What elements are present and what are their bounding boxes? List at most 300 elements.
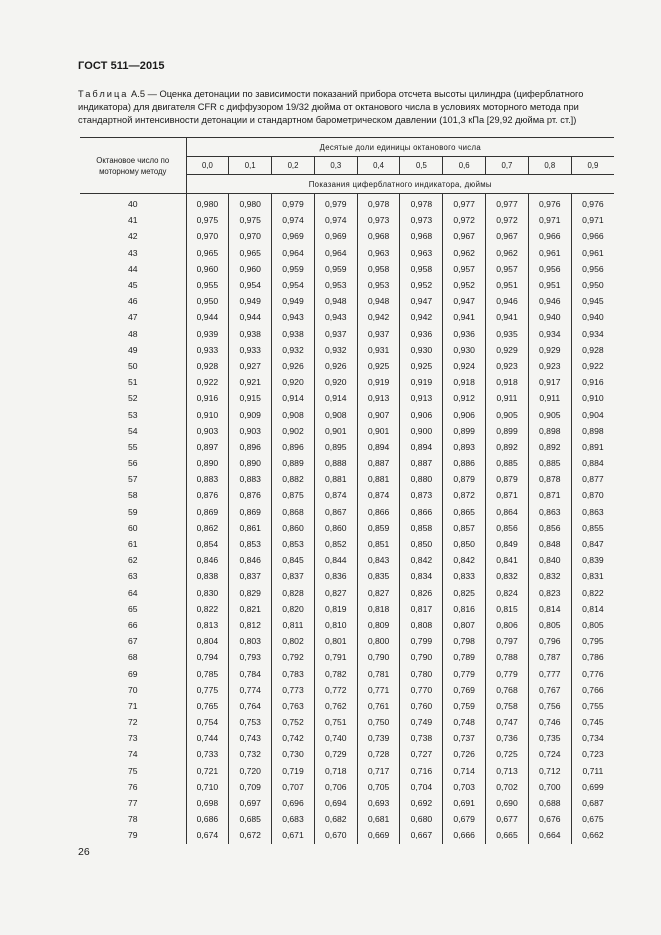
reading-cell: 0,935 — [486, 326, 529, 342]
reading-cell: 0,976 — [571, 194, 614, 213]
reading-cell: 0,774 — [229, 682, 272, 698]
table-row — [80, 552, 614, 568]
reading-cell: 0,911 — [486, 390, 529, 406]
reading-cell: 0,669 — [357, 827, 400, 843]
reading-cell: 0,974 — [314, 212, 357, 228]
reading-cell: 0,966 — [571, 228, 614, 244]
reading-cell: 0,747 — [486, 714, 529, 730]
reading-cell: 0,770 — [400, 682, 443, 698]
reading-cell: 0,932 — [314, 342, 357, 358]
reading-cell: 0,785 — [196, 668, 219, 679]
reading-cell: 0,949 — [272, 293, 315, 309]
reading-cell: 0,889 — [272, 455, 315, 471]
fraction-header-cell: 0,9 — [571, 157, 614, 175]
reading-cell: 0,909 — [229, 406, 272, 422]
reading-cell: 0,779 — [443, 665, 486, 681]
reading-cell: 0,924 — [443, 358, 486, 374]
reading-cell: 0,976 — [528, 194, 571, 213]
reading-cell: 0,813 — [196, 619, 219, 630]
octane-number-cell: 66 — [80, 617, 186, 633]
reading-cell: 0,966 — [528, 228, 571, 244]
reading-cell: 0,727 — [400, 746, 443, 762]
reading-cell: 0,882 — [272, 471, 315, 487]
octane-table — [80, 137, 614, 844]
octane-number-cell: 45 — [80, 277, 186, 293]
reading-cell: 0,679 — [443, 811, 486, 827]
reading-cell: 0,962 — [443, 245, 486, 261]
reading-cell: 0,878 — [528, 471, 571, 487]
reading-cell: 0,859 — [357, 520, 400, 536]
reading-cell: 0,905 — [528, 406, 571, 422]
reading-cell: 0,851 — [357, 536, 400, 552]
reading-cell: 0,735 — [528, 730, 571, 746]
octane-number-cell: 58 — [80, 487, 186, 503]
reading-cell: 0,959 — [314, 261, 357, 277]
reading-cell: 0,933 — [229, 342, 272, 358]
reading-cell: 0,755 — [571, 698, 614, 714]
octane-number-cell: 52 — [80, 390, 186, 406]
reading-cell: 0,948 — [314, 293, 357, 309]
reading-cell: 0,753 — [229, 714, 272, 730]
reading-cell: 0,919 — [400, 374, 443, 390]
reading-cell: 0,926 — [314, 358, 357, 374]
reading-cell: 0,711 — [571, 763, 614, 779]
reading-cell: 0,866 — [357, 504, 400, 520]
reading-cell: 0,866 — [400, 504, 443, 520]
reading-cell: 0,903 — [196, 425, 219, 436]
reading-cell: 0,830 — [196, 587, 219, 598]
reading-cell: 0,957 — [443, 261, 486, 277]
reading-cell: 0,856 — [528, 520, 571, 536]
reading-cell: 0,792 — [272, 649, 315, 665]
reading-cell: 0,819 — [314, 601, 357, 617]
reading-cell: 0,945 — [571, 293, 614, 309]
reading-cell: 0,946 — [486, 293, 529, 309]
reading-cell: 0,758 — [486, 698, 529, 714]
reading-cell: 0,852 — [314, 536, 357, 552]
reading-cell: 0,871 — [528, 487, 571, 503]
reading-cell: 0,937 — [314, 326, 357, 342]
reading-cell: 0,686 — [196, 814, 219, 825]
reading-cell: 0,951 — [528, 277, 571, 293]
fractions-header: Десятые доли единицы октанового числа — [186, 138, 614, 157]
reading-cell: 0,960 — [229, 261, 272, 277]
reading-cell: 0,681 — [357, 811, 400, 827]
table-row — [80, 406, 614, 422]
reading-cell: 0,940 — [571, 309, 614, 325]
reading-cell: 0,675 — [571, 811, 614, 827]
reading-cell: 0,887 — [400, 455, 443, 471]
reading-cell: 0,940 — [528, 309, 571, 325]
reading-cell: 0,797 — [486, 633, 529, 649]
reading-cell: 0,854 — [196, 539, 219, 550]
table-row — [80, 358, 614, 374]
page-number: 26 — [78, 846, 90, 858]
reading-cell: 0,899 — [443, 423, 486, 439]
reading-cell: 0,944 — [229, 309, 272, 325]
reading-cell: 0,888 — [314, 455, 357, 471]
reading-cell: 0,714 — [443, 763, 486, 779]
reading-cell: 0,759 — [443, 698, 486, 714]
reading-cell: 0,744 — [196, 733, 219, 744]
caption-label: Таблица — [78, 89, 129, 99]
reading-cell: 0,978 — [400, 194, 443, 213]
table-row — [80, 682, 614, 698]
reading-cell: 0,970 — [229, 228, 272, 244]
reading-cell: 0,855 — [571, 520, 614, 536]
reading-cell: 0,939 — [196, 328, 219, 339]
reading-cell: 0,881 — [314, 471, 357, 487]
reading-cell: 0,697 — [229, 795, 272, 811]
reading-cell: 0,942 — [357, 309, 400, 325]
reading-cell: 0,806 — [486, 617, 529, 633]
reading-cell: 0,709 — [229, 779, 272, 795]
reading-cell: 0,680 — [400, 811, 443, 827]
reading-cell: 0,826 — [400, 585, 443, 601]
reading-cell: 0,803 — [229, 633, 272, 649]
reading-cell: 0,910 — [196, 409, 219, 420]
reading-cell: 0,804 — [196, 636, 219, 647]
fraction-header-cell: 0,1 — [229, 157, 272, 175]
reading-cell: 0,931 — [357, 342, 400, 358]
reading-cell: 0,781 — [357, 665, 400, 681]
reading-cell: 0,980 — [196, 199, 219, 210]
reading-cell: 0,937 — [357, 326, 400, 342]
reading-cell: 0,754 — [196, 717, 219, 728]
octane-number-cell: 61 — [80, 536, 186, 552]
reading-cell: 0,975 — [196, 215, 219, 226]
reading-cell: 0,846 — [196, 555, 219, 566]
reading-cell: 0,912 — [443, 390, 486, 406]
octane-number-cell: 55 — [80, 439, 186, 455]
table-row — [80, 665, 614, 681]
reading-cell: 0,947 — [443, 293, 486, 309]
reading-cell: 0,962 — [486, 245, 529, 261]
table-row — [80, 811, 614, 827]
reading-cell: 0,844 — [314, 552, 357, 568]
reading-cell: 0,728 — [357, 746, 400, 762]
reading-cell: 0,765 — [196, 700, 219, 711]
reading-cell: 0,942 — [400, 309, 443, 325]
reading-cell: 0,903 — [229, 423, 272, 439]
reading-cell: 0,834 — [400, 568, 443, 584]
reading-cell: 0,979 — [314, 194, 357, 213]
table-row — [80, 633, 614, 649]
reading-cell: 0,896 — [229, 439, 272, 455]
reading-cell: 0,929 — [486, 342, 529, 358]
table-row — [80, 309, 614, 325]
reading-cell: 0,925 — [400, 358, 443, 374]
reading-cell: 0,707 — [272, 779, 315, 795]
reading-cell: 0,798 — [443, 633, 486, 649]
reading-cell: 0,682 — [314, 811, 357, 827]
reading-cell: 0,879 — [443, 471, 486, 487]
reading-cell: 0,750 — [357, 714, 400, 730]
reading-cell: 0,761 — [357, 698, 400, 714]
reading-cell: 0,941 — [443, 309, 486, 325]
reading-cell: 0,874 — [357, 487, 400, 503]
reading-cell: 0,702 — [486, 779, 529, 795]
reading-cell: 0,892 — [528, 439, 571, 455]
table-row — [80, 746, 614, 762]
reading-cell: 0,902 — [272, 423, 315, 439]
table-row — [80, 763, 614, 779]
reading-cell: 0,733 — [196, 749, 219, 760]
reading-cell: 0,913 — [400, 390, 443, 406]
reading-cell: 0,932 — [272, 342, 315, 358]
reading-cell: 0,732 — [229, 746, 272, 762]
reading-cell: 0,805 — [528, 617, 571, 633]
reading-cell: 0,782 — [314, 665, 357, 681]
reading-cell: 0,872 — [443, 487, 486, 503]
reading-cell: 0,948 — [357, 293, 400, 309]
reading-cell: 0,973 — [357, 212, 400, 228]
reading-cell: 0,667 — [400, 827, 443, 843]
reading-cell: 0,968 — [400, 228, 443, 244]
reading-cell: 0,670 — [314, 827, 357, 843]
reading-cell: 0,822 — [196, 603, 219, 614]
reading-cell: 0,930 — [443, 342, 486, 358]
reading-cell: 0,892 — [486, 439, 529, 455]
reading-cell: 0,917 — [528, 374, 571, 390]
reading-cell: 0,808 — [400, 617, 443, 633]
reading-cell: 0,905 — [486, 406, 529, 422]
reading-cell: 0,685 — [229, 811, 272, 827]
reading-cell: 0,828 — [272, 585, 315, 601]
reading-cell: 0,825 — [443, 585, 486, 601]
reading-cell: 0,927 — [229, 358, 272, 374]
reading-cell: 0,812 — [229, 617, 272, 633]
octane-number-cell: 47 — [80, 309, 186, 325]
reading-cell: 0,710 — [196, 781, 219, 792]
reading-cell: 0,874 — [314, 487, 357, 503]
reading-cell: 0,818 — [357, 601, 400, 617]
reading-cell: 0,869 — [196, 506, 219, 517]
reading-cell: 0,809 — [357, 617, 400, 633]
reading-cell: 0,972 — [486, 212, 529, 228]
reading-cell: 0,776 — [571, 665, 614, 681]
octane-number-cell: 49 — [80, 342, 186, 358]
reading-cell: 0,723 — [571, 746, 614, 762]
reading-cell: 0,666 — [443, 827, 486, 843]
reading-cell: 0,801 — [314, 633, 357, 649]
octane-number-cell: 70 — [80, 682, 186, 698]
table-row — [80, 326, 614, 342]
reading-cell: 0,900 — [400, 423, 443, 439]
reading-cell: 0,664 — [528, 827, 571, 843]
reading-cell: 0,949 — [229, 293, 272, 309]
table-row — [80, 228, 614, 244]
reading-cell: 0,860 — [314, 520, 357, 536]
table-caption — [78, 88, 618, 127]
reading-cell: 0,960 — [196, 263, 219, 274]
reading-cell: 0,958 — [400, 261, 443, 277]
octane-number-cell: 44 — [80, 261, 186, 277]
octane-number-cell: 74 — [80, 746, 186, 762]
reading-cell: 0,752 — [272, 714, 315, 730]
table-row — [80, 423, 614, 439]
reading-cell: 0,969 — [314, 228, 357, 244]
table-row — [80, 245, 614, 261]
reading-cell: 0,857 — [443, 520, 486, 536]
table-row — [80, 487, 614, 503]
reading-cell: 0,864 — [486, 504, 529, 520]
reading-cell: 0,954 — [229, 277, 272, 293]
reading-cell: 0,975 — [229, 212, 272, 228]
reading-cell: 0,930 — [400, 342, 443, 358]
reading-cell: 0,690 — [486, 795, 529, 811]
reading-cell: 0,938 — [272, 326, 315, 342]
reading-cell: 0,805 — [571, 617, 614, 633]
reading-cell: 0,894 — [357, 439, 400, 455]
reading-cell: 0,717 — [357, 763, 400, 779]
table-row — [80, 649, 614, 665]
reading-cell: 0,740 — [314, 730, 357, 746]
reading-cell: 0,967 — [486, 228, 529, 244]
table-row — [80, 277, 614, 293]
reading-cell: 0,746 — [528, 714, 571, 730]
reading-cell: 0,926 — [272, 358, 315, 374]
reading-cell: 0,952 — [400, 277, 443, 293]
reading-cell: 0,756 — [528, 698, 571, 714]
reading-cell: 0,936 — [400, 326, 443, 342]
reading-cell: 0,897 — [196, 441, 219, 452]
reading-cell: 0,833 — [443, 568, 486, 584]
reading-cell: 0,922 — [571, 358, 614, 374]
reading-cell: 0,908 — [314, 406, 357, 422]
octane-number-cell: 59 — [80, 504, 186, 520]
octane-number-cell: 69 — [80, 665, 186, 681]
reading-cell: 0,837 — [272, 568, 315, 584]
octane-number-cell: 65 — [80, 601, 186, 617]
reading-cell: 0,810 — [314, 617, 357, 633]
table-row — [80, 390, 614, 406]
fraction-header-cell: 0,6 — [443, 157, 486, 175]
octane-number-cell: 51 — [80, 374, 186, 390]
reading-cell: 0,823 — [528, 585, 571, 601]
octane-number-cell: 48 — [80, 326, 186, 342]
reading-cell: 0,836 — [314, 568, 357, 584]
reading-cell: 0,934 — [528, 326, 571, 342]
reading-cell: 0,961 — [528, 245, 571, 261]
reading-cell: 0,861 — [229, 520, 272, 536]
reading-cell: 0,848 — [528, 536, 571, 552]
reading-cell: 0,895 — [314, 439, 357, 455]
reading-cell: 0,795 — [571, 633, 614, 649]
reading-cell: 0,964 — [314, 245, 357, 261]
reading-cell: 0,800 — [357, 633, 400, 649]
reading-cell: 0,718 — [314, 763, 357, 779]
octane-number-cell: 76 — [80, 779, 186, 795]
reading-cell: 0,883 — [196, 474, 219, 485]
reading-cell: 0,694 — [314, 795, 357, 811]
reading-cell: 0,887 — [357, 455, 400, 471]
reading-cell: 0,724 — [528, 746, 571, 762]
table-body — [80, 194, 614, 844]
octane-number-cell: 62 — [80, 552, 186, 568]
reading-cell: 0,870 — [571, 487, 614, 503]
reading-cell: 0,943 — [314, 309, 357, 325]
reading-cell: 0,796 — [528, 633, 571, 649]
reading-cell: 0,950 — [571, 277, 614, 293]
table-row — [80, 261, 614, 277]
reading-cell: 0,843 — [357, 552, 400, 568]
reading-cell: 0,691 — [443, 795, 486, 811]
reading-cell: 0,943 — [272, 309, 315, 325]
reading-cell: 0,716 — [400, 763, 443, 779]
reading-cell: 0,865 — [443, 504, 486, 520]
table-row — [80, 568, 614, 584]
reading-cell: 0,832 — [486, 568, 529, 584]
octane-number-cell: 50 — [80, 358, 186, 374]
table-row — [80, 194, 614, 213]
reading-cell: 0,780 — [400, 665, 443, 681]
octane-number-cell: 79 — [80, 827, 186, 843]
reading-cell: 0,763 — [272, 698, 315, 714]
reading-cell: 0,665 — [486, 827, 529, 843]
reading-cell: 0,974 — [272, 212, 315, 228]
reading-cell: 0,821 — [229, 601, 272, 617]
reading-cell: 0,815 — [486, 601, 529, 617]
reading-cell: 0,699 — [571, 779, 614, 795]
reading-cell: 0,963 — [400, 245, 443, 261]
octane-number-cell: 68 — [80, 649, 186, 665]
reading-cell: 0,768 — [486, 682, 529, 698]
reading-cell: 0,867 — [314, 504, 357, 520]
table-row — [80, 520, 614, 536]
reading-cell: 0,688 — [528, 795, 571, 811]
reading-cell: 0,963 — [357, 245, 400, 261]
reading-cell: 0,869 — [229, 504, 272, 520]
table-row — [80, 617, 614, 633]
reading-cell: 0,873 — [400, 487, 443, 503]
reading-cell: 0,842 — [400, 552, 443, 568]
reading-cell: 0,921 — [229, 374, 272, 390]
reading-cell: 0,842 — [443, 552, 486, 568]
reading-cell: 0,736 — [486, 730, 529, 746]
caption-text: — Оценка детонации по зависимости показаний прибора отсчета высоты цилиндра (циферблатного индикатора) для двигателя CFR с диффузором 19/32 дюйма от октанового числа в условиях моторного метода при стандартной интенсивности детонации и стандартном барометрическом давлении (101,3 кПа [29,92 дюйма рт. ст.]) — [78, 89, 584, 125]
reading-cell: 0,849 — [486, 536, 529, 552]
reading-cell: 0,793 — [229, 649, 272, 665]
reading-cell: 0,916 — [571, 374, 614, 390]
octane-number-cell: 67 — [80, 633, 186, 649]
reading-cell: 0,827 — [314, 585, 357, 601]
reading-cell: 0,835 — [357, 568, 400, 584]
reading-cell: 0,934 — [571, 326, 614, 342]
reading-cell: 0,952 — [443, 277, 486, 293]
reading-cell: 0,730 — [272, 746, 315, 762]
reading-cell: 0,791 — [314, 649, 357, 665]
reading-cell: 0,898 — [571, 423, 614, 439]
reading-cell: 0,831 — [571, 568, 614, 584]
reading-cell: 0,933 — [196, 344, 219, 355]
reading-cell: 0,918 — [443, 374, 486, 390]
reading-cell: 0,739 — [357, 730, 400, 746]
reading-cell: 0,794 — [196, 652, 219, 663]
reading-cell: 0,820 — [272, 601, 315, 617]
reading-cell: 0,904 — [571, 406, 614, 422]
octane-number-cell: 73 — [80, 730, 186, 746]
reading-cell: 0,956 — [571, 261, 614, 277]
reading-cell: 0,950 — [196, 296, 219, 307]
reading-cell: 0,700 — [528, 779, 571, 795]
reading-cell: 0,965 — [196, 247, 219, 258]
table-row — [80, 779, 614, 795]
fraction-header-cell: 0,7 — [486, 157, 529, 175]
reading-cell: 0,850 — [443, 536, 486, 552]
reading-cell: 0,807 — [443, 617, 486, 633]
reading-cell: 0,953 — [357, 277, 400, 293]
